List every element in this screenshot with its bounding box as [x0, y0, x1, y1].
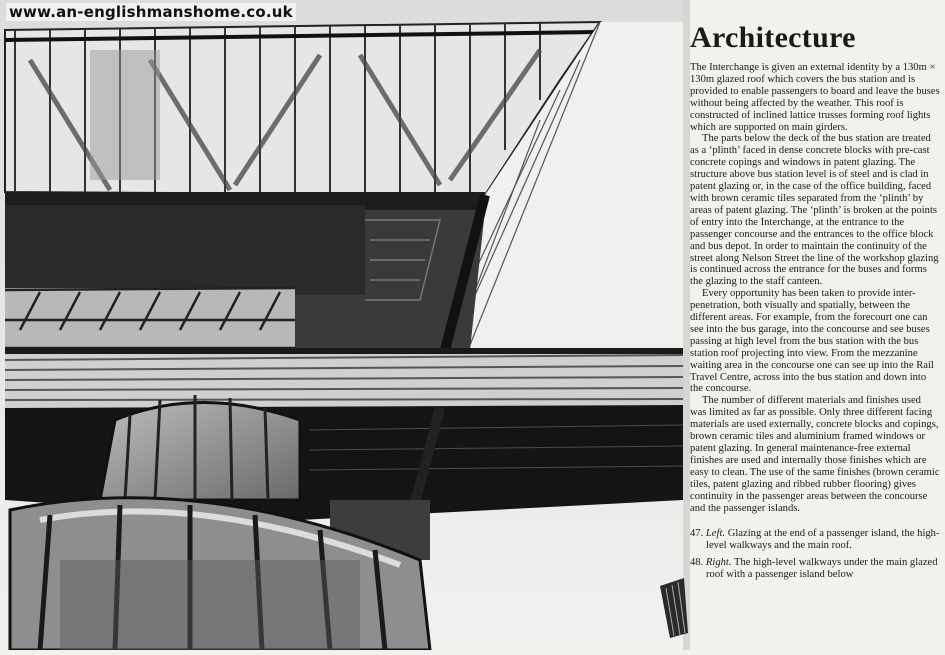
- figure-captions: [690, 528, 940, 581]
- caption-number: 48.: [690, 557, 704, 569]
- caption-47: [690, 528, 940, 552]
- adjacent-photo-edge: [660, 578, 688, 638]
- paragraph-plinth: The parts below the deck of the bus station are treated as a ‘plinth’ faced in dense concrete blocks with pre-cast concrete copings and windows in patent glazing. The structure above bus station level is of steel and is clad in patent glazing or, in the case of the office building, faced with brown ceramic tiles separated from the ‘plinth’ by areas of patent glazing. The ‘plinth’ is broken at the points of entry into the Interchange, at the entrance to the passenger concourse and the entrances to the office block and bus depot. In order to maintain the continuity of the street along Nelson Street the line of the workshop glazing is continued across the entrance for the buses and forms the glazing to the staff canteen.: [690, 133, 939, 288]
- caption-text: The high-level walkways under the main glazed roof with a passenger island below: [706, 557, 938, 581]
- caption-direction: Left.: [705, 528, 726, 540]
- caption-text: Glazing at the end of a passenger island, the high-level walkways and the main roof.: [706, 528, 940, 552]
- article-title: Architecture: [690, 21, 856, 54]
- caption-48: [690, 557, 940, 581]
- caption-direction: Right.: [705, 557, 732, 569]
- paragraph-materials: The number of different materials and finishes used was limited as far as possible. Only three different facing materials are used externally, concrete blocks and copings, brown ceramic tiles and aluminium framed windows or patent glazing. In general maintenance-free external finishes are used and internally those finishes which are easy to clean. The use of the same finishes (brown ceramic tiles, patent glazing and ribbed rubber flooring) gives continuity in the passenger areas between the concourse and the passenger islands.: [690, 395, 940, 514]
- article-column: [690, 22, 940, 586]
- website-watermark: www.an-englishmanshome.co.uk: [6, 3, 296, 21]
- paragraph-roof: The Interchange is given an external identity by a 130m × 130m glazed roof which covers the bus station and is provided to enable passengers to board and leave the buses without being affected by the weather. This roof is constructed of inclined lattice trusses forming roof lights which are supported on main girders.: [690, 62, 940, 133]
- paragraph-inter-penetration: Every opportunity has been taken to provide inter-penetration, both visually and spatially, between the different areas. For example, from the forecourt one can see into the bus garage, into the concourse and see buses passing at high level from the bus station with the bus station roof projecting into view. From the mezzanine waiting area in the concourse one can see up into the Rail Travel Centre, across into the bus station and down into the concourse.: [690, 288, 934, 395]
- caption-number: 47.: [690, 528, 704, 540]
